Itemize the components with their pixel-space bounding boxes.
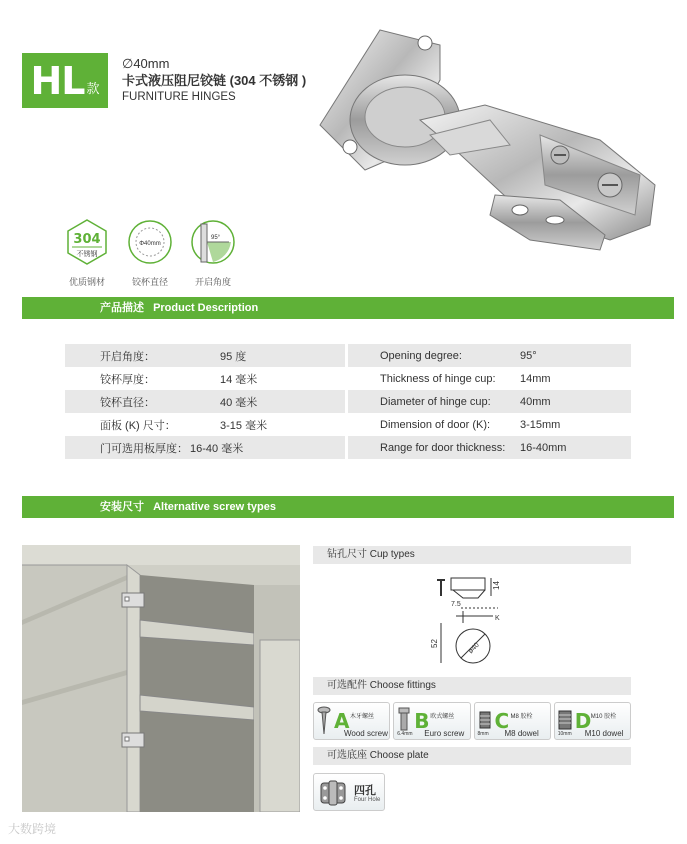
svg-text:14: 14 bbox=[492, 581, 501, 590]
badge-sub: 款 bbox=[86, 81, 100, 96]
fitting-letter: B bbox=[414, 709, 430, 733]
svg-text:不锈钢: 不锈钢 bbox=[76, 251, 98, 258]
spec-value-en: 14mm bbox=[520, 372, 551, 385]
spec-label-zh: 铰杯厚度： bbox=[100, 373, 155, 386]
header-diameter: ∅40mm bbox=[122, 56, 170, 71]
four-hole-plate-icon bbox=[319, 780, 347, 806]
section-title-zh: 产品描述 bbox=[100, 302, 144, 314]
fitting-en: M8 dowel bbox=[504, 729, 539, 738]
section-title-zh: 安装尺寸 bbox=[100, 501, 144, 513]
spec-label-en: Dimension of door (K): bbox=[380, 418, 491, 431]
cup-types-drawing bbox=[313, 568, 631, 673]
spec-value-zh: 95 度 bbox=[220, 350, 247, 363]
fitting-zh: 木牙螺丝 bbox=[350, 714, 375, 720]
spec-value-en: 3-15mm bbox=[520, 418, 561, 431]
cabinet-installation-image bbox=[22, 545, 300, 812]
svg-text:304: 304 bbox=[73, 232, 101, 247]
spec-row bbox=[65, 344, 631, 367]
spec-label-en: Thickness of hinge cup: bbox=[380, 372, 496, 385]
spec-value-en: 95° bbox=[520, 349, 537, 362]
fitting-en: M10 dowel bbox=[584, 729, 624, 738]
section-title-en: Alternative screw types bbox=[153, 501, 276, 513]
spec-label-zh: 铰杯直径： bbox=[100, 396, 155, 409]
hinge-product-image bbox=[310, 25, 680, 255]
spec-label-zh: 门可选用板厚度： bbox=[100, 442, 188, 455]
fitting-euro-screw bbox=[393, 702, 470, 740]
fitting-en: Euro screw bbox=[424, 729, 465, 738]
plate-en: Four Hole bbox=[354, 797, 381, 803]
spec-value-zh: 14 毫米 bbox=[220, 373, 258, 386]
fitting-size: 8mm bbox=[477, 731, 489, 737]
steel-304-icon bbox=[63, 218, 111, 266]
spec-label-en: Range for door thickness: bbox=[380, 441, 506, 454]
spec-label-zh: 开启角度： bbox=[100, 350, 155, 363]
watermark: 大数跨境 bbox=[8, 822, 57, 836]
spec-row bbox=[65, 413, 631, 436]
section-bar-screw-types bbox=[22, 496, 674, 518]
badge-main: HL bbox=[30, 58, 85, 103]
cup-types-header: 钻孔尺寸 Cup types bbox=[313, 546, 631, 564]
feature-steel bbox=[62, 218, 112, 288]
fitting-zh: M8 胶栓 bbox=[510, 714, 533, 720]
feature-opening-angle-caption: 开启角度 bbox=[194, 277, 231, 287]
svg-text:Φ40mm: Φ40mm bbox=[139, 241, 161, 247]
fitting-size: 6.4mm bbox=[397, 731, 413, 737]
opening-angle-icon bbox=[189, 218, 237, 266]
fittings-list bbox=[313, 702, 631, 740]
fitting-zh: M10 胶栓 bbox=[590, 714, 617, 720]
spec-row bbox=[65, 436, 631, 459]
fitting-m10-dowel bbox=[554, 702, 631, 740]
spec-table bbox=[65, 344, 631, 459]
feature-steel-caption: 优质钢材 bbox=[68, 277, 105, 287]
spec-label-en: Diameter of hinge cup: bbox=[380, 395, 491, 408]
fitting-wood-screw bbox=[313, 702, 390, 740]
fitting-letter: C bbox=[494, 709, 510, 733]
feature-cup-diameter-caption: 铰杯直径 bbox=[131, 277, 168, 287]
fittings-header: 可选配件 Choose fittings bbox=[313, 677, 631, 695]
svg-text:K: K bbox=[495, 615, 500, 622]
header-title-en: FURNITURE HINGES bbox=[122, 91, 236, 103]
fitting-size: 10mm bbox=[557, 731, 572, 737]
spec-label-en: Opening degree: bbox=[380, 349, 462, 362]
section-bar-product-description bbox=[22, 297, 674, 319]
spec-value-zh: 40 毫米 bbox=[220, 396, 258, 409]
fitting-zh: 欧式螺丝 bbox=[430, 714, 455, 720]
wood-screw-icon bbox=[317, 706, 331, 736]
spec-value-zh: 3-15 毫米 bbox=[220, 419, 268, 432]
spec-value-en: 16-40mm bbox=[520, 441, 567, 454]
fitting-letter: D bbox=[574, 709, 592, 733]
spec-value-zh: 16-40 毫米 bbox=[190, 442, 244, 455]
feature-cup-diameter bbox=[125, 218, 175, 288]
svg-text:95°: 95° bbox=[211, 235, 221, 241]
svg-text:ø40: ø40 bbox=[467, 641, 481, 656]
spec-value-en: 40mm bbox=[520, 395, 551, 408]
spec-row bbox=[65, 367, 631, 390]
svg-text:7.5: 7.5 bbox=[451, 601, 461, 608]
plate-header: 可选底座 Choose plate bbox=[313, 747, 631, 765]
product-badge bbox=[22, 53, 108, 108]
plate-zh: 四孔 bbox=[354, 785, 376, 797]
feature-opening-angle bbox=[188, 218, 238, 288]
header-text bbox=[122, 55, 306, 106]
fitting-en: Wood screw bbox=[344, 729, 388, 738]
spec-row bbox=[65, 390, 631, 413]
fitting-m8-dowel bbox=[474, 702, 551, 740]
svg-text:52: 52 bbox=[430, 639, 439, 648]
plate-four-hole bbox=[313, 773, 385, 811]
cup-diameter-icon bbox=[126, 218, 174, 266]
spec-label-zh: 面板 (K) 尺寸： bbox=[100, 419, 176, 432]
header-title-zh: 卡式液压阻尼铰链 (304 不锈钢 ) bbox=[122, 73, 307, 88]
fitting-letter: A bbox=[334, 709, 350, 733]
section-title-en: Product Description bbox=[153, 302, 259, 314]
